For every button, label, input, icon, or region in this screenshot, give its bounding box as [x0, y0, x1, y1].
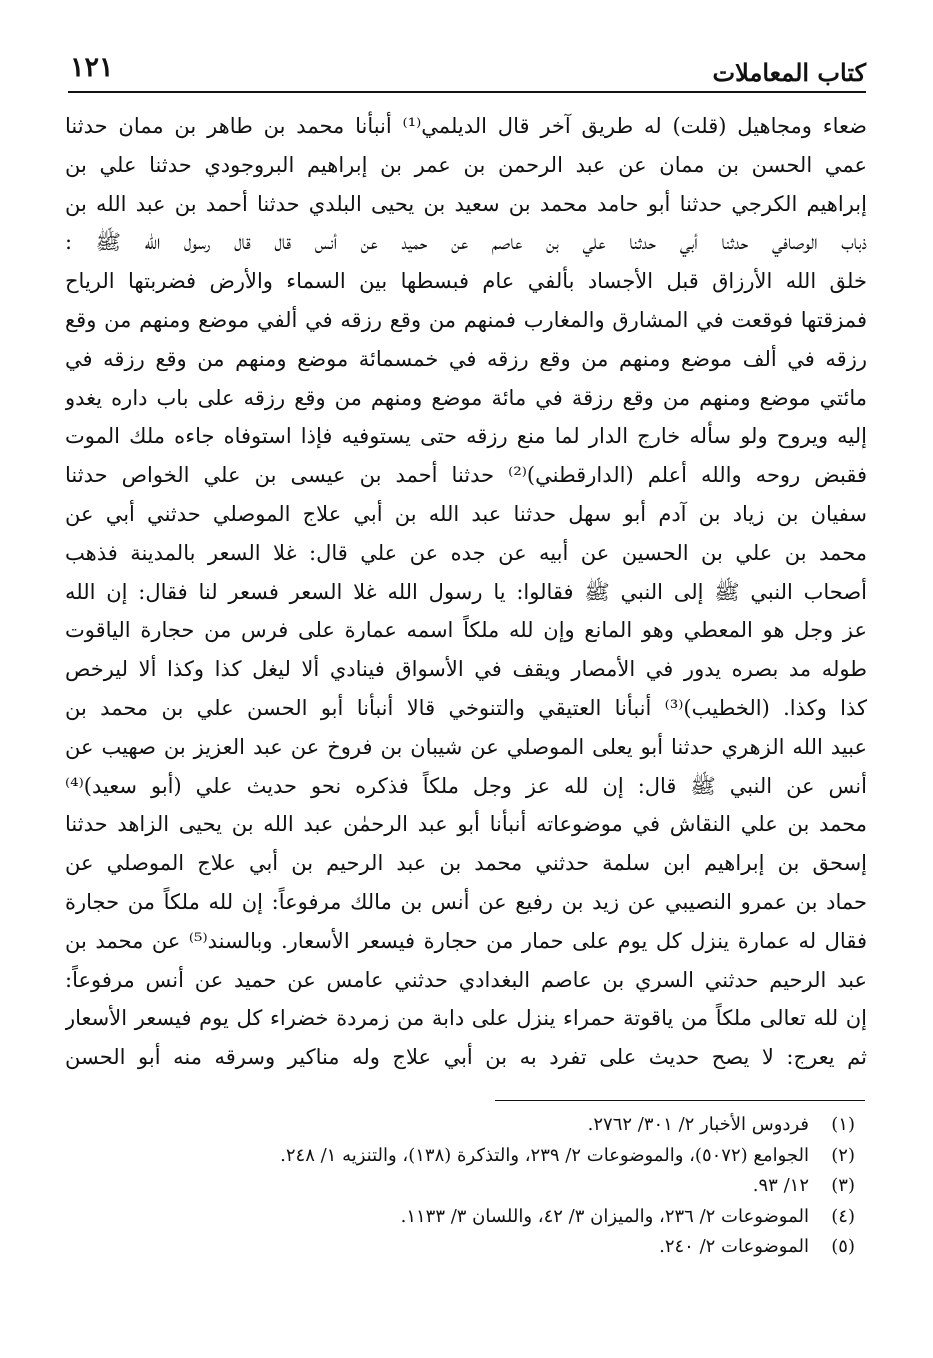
footnote-text: الموضوعات ٢/ ٢٣٦، والميزان ٣/ ٤٢، واللسان ٣/ ١١٣٣. — [400, 1205, 809, 1227]
text-line: إسحق بن إبراهيم ابن سلمة حدثني محمد بن عبد الرحيم بن أبي علاج الموصلي عن — [65, 851, 867, 876]
running-title: كتاب المعاملات — [712, 58, 866, 87]
text-line: عز وجل هو المعطي وهو المانع وإن لله ملكاً اسمه عمارة على فرس من حجارة الياقوت — [65, 618, 867, 643]
text-line: إليه ويروح ولو سأله خارج الدار لما منع رزقه حتى يستوفيه فإذا استوفاه جاءه ملك الموت — [65, 424, 867, 449]
text-line: عمي الحسن بن ممان عن عبد الرحمن بن عمر بن إبراهيم البروجودي حدثنا علي بن — [65, 152, 867, 177]
header-rule — [68, 91, 866, 93]
text-line: محمد بن علي بن الحسين عن أبيه عن جده عن علي قال: غلا السعر بالمدينة فذهب — [65, 540, 867, 565]
footnote-number: (٥) — [831, 1236, 855, 1257]
footnote-number: (١) — [831, 1114, 855, 1135]
footnote — [135, 1110, 855, 1141]
text-line: فقال له عمارة ينزل كل يوم على حمار من حجارة فيسعر الأسعار. وبالسند⁽⁵⁾ عن محمد بن — [65, 928, 867, 953]
footnote — [135, 1202, 855, 1233]
text-line: مائتي موضع ومنهم من وقع رزقة في مائة موضع ومنهم من وقع رزقه على باب داره يغدو — [65, 385, 867, 410]
text-line: فمزقتها فوقعت في المشارق والمغارب فمنهم من وقع رزقه في ألفي موضع ومنهم من وقع — [65, 307, 867, 332]
text-line: عبيد الله الزهري حدثنا أبو يعلى الموصلي عن شيبان بن فروخ عن عبد العزيز بن صهيب عن — [65, 734, 867, 759]
footnotes — [135, 1110, 855, 1263]
footnote — [135, 1171, 855, 1202]
text-line: محمد بن علي النقاش في موضوعاته أنبأنا أبو عبد الرحمٰن عبد الله بن يحيى الزاهد حدثنا — [65, 812, 867, 837]
text-line: أصحاب النبي ﷺ إلى النبي ﷺ فقالوا: يا رسول الله غلا السعر فسعر لنا فقال: إن الله — [65, 579, 867, 604]
footnote-text: الموضوعات ٢/ ٢٤٠. — [659, 1236, 809, 1257]
text-line: فقبض روحه والله أعلم (الدارقطني)⁽²⁾ حدثنا أحمد بن عيسى بن علي الخواص حدثنا — [65, 463, 867, 488]
page-header — [68, 52, 866, 88]
footnote-text: الجوامع (٥٠٧٢)، والموضوعات ٢/ ٢٣٩، والتذكرة (١٣٨)، والتنزيه ١/ ٢٤٨. — [280, 1144, 809, 1166]
footnote-text: فردوس الأخبار ٢/ ٣٠١/ ٢٧٦٢. — [587, 1114, 809, 1135]
text-line: رزقه في ألف موضع ومنهم من وقع رزقه في خمسمائة موضع ومنهم من وقع رزقه في — [65, 346, 867, 371]
text-line: سفيان بن زياد بن آدم أبو سهل حدثنا عبد الله بن أبي علاج الموصلي حدثني أبي عن — [65, 501, 867, 526]
text-line: كذا وكذا. (الخطيب)⁽³⁾ أنبأنا العتيقي والتنوخي قالا أنبأنا أبو الحسن علي بن محمد بن — [65, 695, 867, 720]
footnote-text: ١٢/ ٩٣. — [752, 1175, 809, 1196]
footnote-number: (٣) — [831, 1175, 855, 1196]
text-line: ثم يعرج: لا يصح حديث على تفرد به بن أبي علاج وله مناكير وسرقه منه أبو الحسن — [65, 1045, 867, 1070]
text-line: خلق الله الأرزاق قبل الأجساد بألفي عام فبسطها بين السماء والأرض فضربتها الرياح — [65, 269, 867, 294]
text-line: أنس عن النبي ﷺ قال: إن لله عز وجل ملكاً فذكره نحو حديث علي (أبو سعيد)⁽⁴⁾ — [65, 773, 867, 798]
text-line: إن لله تعالى ملكاً من ياقوتة حمراء ينزل على دابة من زمردة خضراء كل يوم فيسعر الأسعار — [65, 1006, 867, 1031]
text-line: ضعاء ومجاهيل (قلت) له طريق آخر قال الديلمي⁽¹⁾ أنبأنا محمد بن طاهر بن ممان حدثنا — [65, 114, 867, 138]
text-line: إبراهيم الكرجي حدثنا أبو حامد محمد بن سعيد بن يحيى البلدي حدثنا أحمد بن عبد الله بن — [65, 191, 867, 216]
footnote-rule — [495, 1100, 865, 1101]
text-line: حماد بن عمرو النصيبي عن زيد بن رفيع عن أنس بن مالك مرفوعاً: إن لله ملكاً من حجارة — [65, 889, 867, 914]
footnote-number: (٢) — [831, 1144, 855, 1166]
footnote — [135, 1141, 855, 1172]
page-number: ١٢١ — [70, 52, 114, 83]
footnote-number: (٤) — [831, 1205, 855, 1227]
footnote — [135, 1232, 855, 1263]
text-line: عبد الرحيم حدثني السري بن عاصم البغدادي حدثني عامس عن حميد عن أنس مرفوعاً: — [65, 967, 867, 992]
body-text — [65, 107, 867, 1077]
text-line: ذباب الوصافي حدثنا أبي حدثنا علي بن عاصم عن حميد عن أنس قال قال رسول الله ﷺ : — [65, 230, 867, 255]
text-line: طوله مد بصره يدور في الأمصار ويقف في الأسواق فينادي ألا ليغل كذا وكذا ألا ليرخص — [65, 657, 867, 682]
